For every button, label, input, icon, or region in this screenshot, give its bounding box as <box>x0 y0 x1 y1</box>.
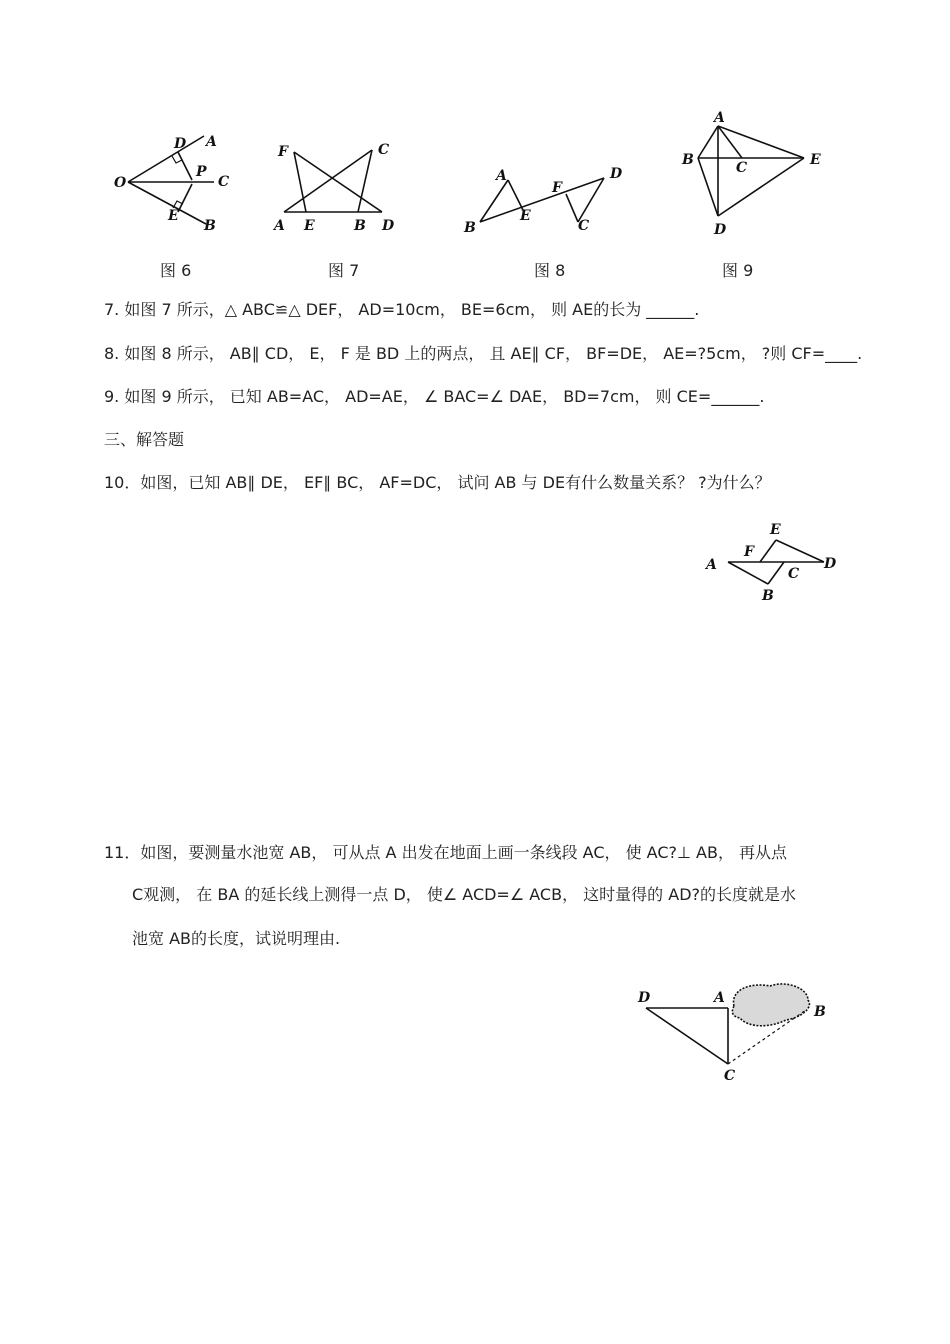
figure-question-11-diagram <box>630 970 844 1086</box>
section-heading-answers: 三、解答题 <box>104 430 185 449</box>
fig6-label-o: O <box>114 175 127 191</box>
fig9-label-e: E <box>810 152 821 168</box>
figure-7 <box>268 132 402 240</box>
fig8-label-f: F <box>552 180 562 196</box>
question-11-line-2: C观测， 在 BA 的延长线上测得一点 D， 使∠ ACD=∠ ACB， 这时量得的 AD?的长度就是水 <box>132 885 797 904</box>
fig11-label-a: A <box>714 990 725 1006</box>
fig6-label-b: B <box>204 218 216 234</box>
fig6-label-p: P <box>196 164 207 180</box>
fig10-label-b: B <box>762 588 774 604</box>
fig7-label-c: C <box>378 142 390 158</box>
figure-9 <box>678 108 828 240</box>
question-9: 9. 如图 9 所示， 已知 AB=AC， AD=AE， ∠ BAC=∠ DAE， BD=7cm， 则 CE=______. <box>104 387 765 406</box>
figure-7-diagram <box>268 132 402 240</box>
fig9-label-d: D <box>714 222 727 238</box>
fig10-label-d: D <box>824 556 837 572</box>
fig8-label-e: E <box>520 208 531 224</box>
fig7-label-f: F <box>278 144 288 160</box>
fig10-label-a: A <box>706 557 717 573</box>
figure-question-10-diagram <box>700 512 848 604</box>
fig7-label-a: A <box>274 218 285 234</box>
pond-shape <box>732 984 809 1026</box>
fig6-label-e: E <box>168 208 179 224</box>
fig10-label-c: C <box>788 566 800 582</box>
figure-9-caption: 图 9 <box>722 261 754 280</box>
fig11-label-b: B <box>814 1004 826 1020</box>
fig8-label-b: B <box>464 220 476 236</box>
figure-question-11 <box>630 970 844 1086</box>
fig7-label-e: E <box>304 218 315 234</box>
fig10-label-f: F <box>744 544 754 560</box>
question-7: 7. 如图 7 所示，△ ABC≌△ DEF， AD=10cm， BE=6cm， 则 AE的长为 ______. <box>104 300 700 319</box>
figure-8-caption: 图 8 <box>534 261 566 280</box>
figure-8 <box>458 160 628 242</box>
fig9-label-c: C <box>736 160 748 176</box>
fig11-label-d: D <box>638 990 651 1006</box>
figure-6 <box>104 120 234 242</box>
fig9-label-b: B <box>682 152 694 168</box>
figure-7-caption: 图 7 <box>328 261 360 280</box>
fig6-label-a: A <box>206 134 217 150</box>
figure-8-diagram <box>458 160 628 242</box>
fig7-label-b: B <box>354 218 366 234</box>
figure-question-10 <box>700 512 848 604</box>
question-10: 10．如图，已知 AB∥ DE， EF∥ BC， AF=DC， 试问 AB 与 DE有什么数量关系？ ?为什么？ <box>104 473 771 492</box>
figure-6-diagram <box>104 120 234 242</box>
question-8: 8. 如图 8 所示， AB∥ CD， E， F 是 BD 上的两点， 且 AE∥ CF， BF=DE， AE=?5cm， ?则 CF=____. <box>104 344 863 363</box>
fig8-label-a: A <box>496 168 507 184</box>
figure-9-diagram <box>678 108 828 240</box>
fig10-label-e: E <box>770 522 781 538</box>
fig6-label-d: D <box>174 136 187 152</box>
question-11-line-1: 11．如图，要测量水池宽 AB， 可从点 A 出发在地面上画一条线段 AC， 使 AC?⊥ AB， 再从点 <box>104 843 788 862</box>
fig11-label-c: C <box>724 1068 736 1084</box>
fig6-label-c: C <box>218 174 230 190</box>
question-11-line-3: 池宽 AB的长度，试说明理由. <box>132 929 341 948</box>
fig7-label-d: D <box>382 218 395 234</box>
figure-6-caption: 图 6 <box>160 261 192 280</box>
fig8-label-d: D <box>610 166 623 182</box>
fig9-label-a: A <box>714 110 725 126</box>
fig8-label-c: C <box>578 218 590 234</box>
